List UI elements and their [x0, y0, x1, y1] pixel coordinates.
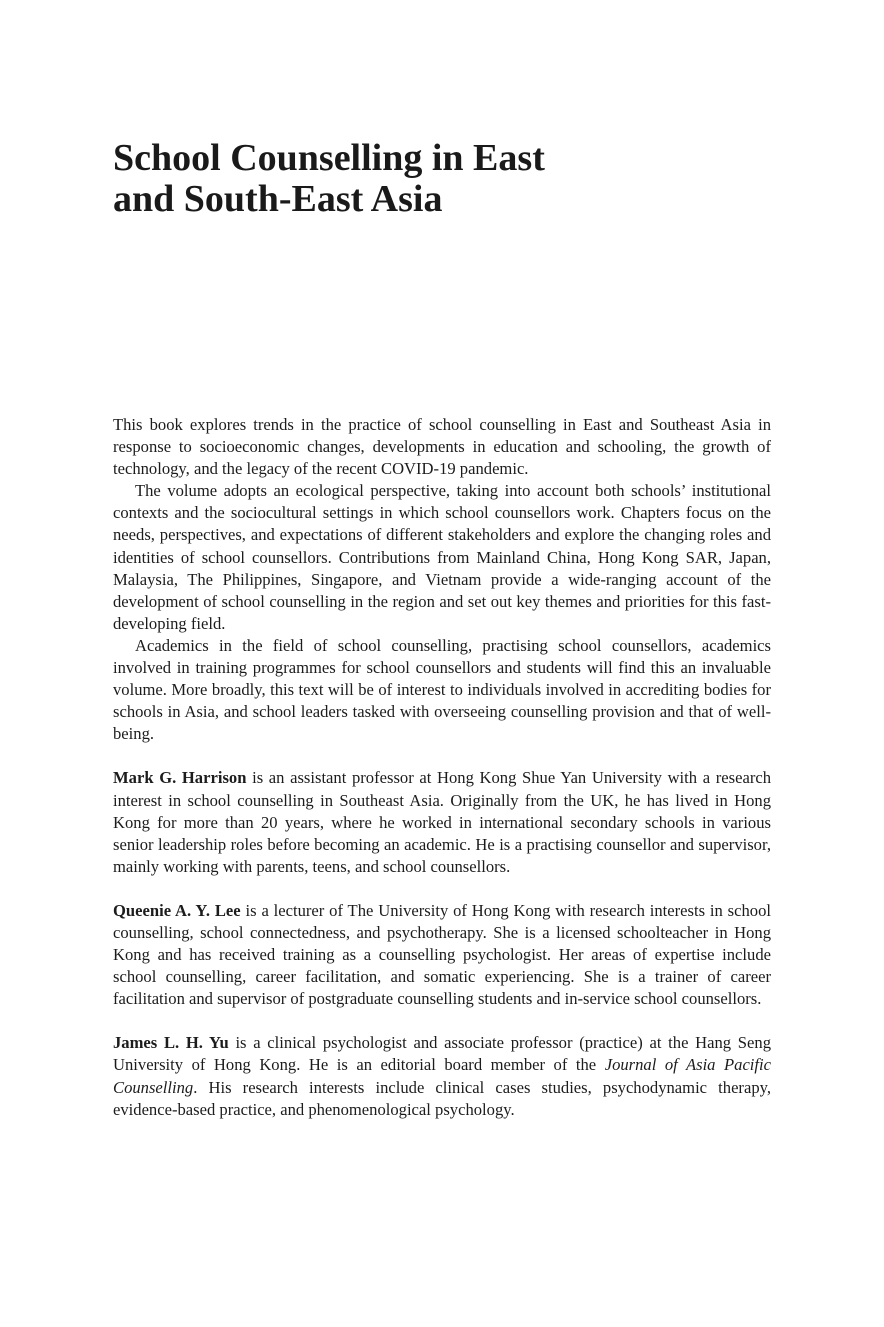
description-paragraph-1: This book explores trends in the practice of school counselling in East and Southeast Asia in response to socioeconomic changes, developments in education and schooling, the growth of technology, and the legacy of the recent COVID-19 pandemic.: [113, 415, 771, 479]
author-bio-mark-harrison: [113, 767, 771, 877]
book-title-line-2: and South-East Asia: [113, 178, 443, 220]
author-name: Queenie A. Y. Lee: [113, 900, 241, 920]
description-paragraph-3: Academics in the field of school counselling, practising school counsellors, academics involved in training programmes for school counsellors and students will find this an invaluable volume. More broadly, this text will be of interest to individuals involved in accrediting bodies for schools in Asia, and school leaders tasked with overseeing counselling provision and that of well-being.: [113, 635, 771, 744]
author-bio-james-yu: [113, 1032, 771, 1120]
author-name: Mark G. Harrison: [113, 768, 247, 788]
author-bio-text: is an assistant professor at Hong Kong Shue Yan University with a research interest in school counselling in Southeast Asia. Originally from the UK, he has lived in Hong Kong for more than 20 years, where he worked in international secondary schools in various senior leadership roles before becoming an academic. He is a practising counsellor and supervisor, mainly working with parents, teens, and school counsellors.: [113, 768, 772, 876]
book-description-body: [113, 414, 771, 1121]
author-name: James L. H. Yu: [113, 1033, 229, 1053]
author-bio-queenie-lee: [113, 900, 771, 1010]
book-title-line-1: School Counselling in East: [113, 137, 545, 179]
description-paragraph-2: The volume adopts an ecological perspective, taking into account both schools’ institutional contexts and the sociocultural settings in which school counsellors work. Chapters focus on the needs, perspectives, and expectations of different stakeholders and explore the changing roles and identities of school counsellors. Contributions from Mainland China, Hong Kong SAR, Japan, Malaysia, The Philippines, Singapore, and Vietnam provide a wide-ranging account of the development of school counselling in the region and set out key themes and priorities for this fast-developing field.: [113, 481, 771, 633]
journal-title: Journal of Asia Pacific Counselling: [113, 1055, 772, 1097]
book-title: [113, 138, 793, 220]
author-bio-text: is a lecturer of The University of Hong Kong with research interests in school counselling, school connectedness, and psychotherapy. She is a licensed schoolteacher in Hong Kong and has received training as a counselling psychologist. Her areas of expertise include school counselling, career facilitation, and somatic experiencing. She is a trainer of career facilitation and supervisor of postgraduate counselling students and in-service school counsellors.: [113, 900, 771, 1009]
author-bio-text-end: . His research interests include clinical cases studies, psychodynamic therapy, evidence-based practice, and phenomenological psychology.: [113, 1077, 771, 1119]
author-bio-text: is a clinical psychologist and associate professor (practice) at the Hang Seng University of Hong Kong. He is an editorial board member of the: [113, 1033, 771, 1075]
